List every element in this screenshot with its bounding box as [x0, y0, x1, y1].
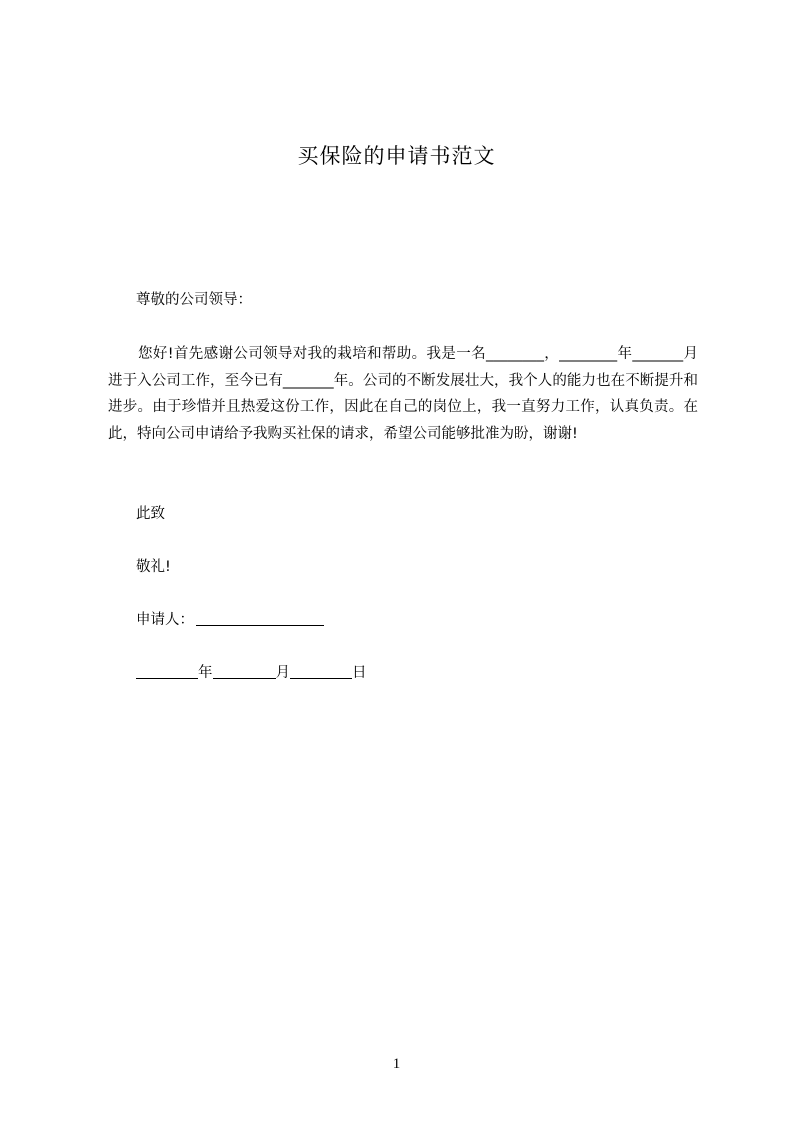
applicant-line	[136, 610, 324, 630]
month-blank	[213, 664, 276, 679]
closing-line-2: 敬礼!	[136, 559, 171, 575]
day-blank	[290, 664, 352, 679]
closing-line-1: 此致	[136, 506, 165, 522]
applicant-label: 申请人：	[136, 612, 194, 628]
salutation: 尊敬的公司领导：	[136, 292, 252, 308]
page-number: 1	[392, 1056, 401, 1072]
day-label: 日	[352, 665, 367, 681]
body-paragraph: 您好!首先感谢公司领导对我的栽培和帮助。我是一名________，________年_______月进于入公司工作，至今已有_______年。公司的不断发展壮大，我个人的能力也在不断提升和进步。由于珍惜并且热爱这份工作，因此在自己的岗位上，我一直努力工作，认真负责。在此，特向公司申请给予我购买社保的请求，希望公司能够批准为盼，谢谢!	[108, 346, 698, 442]
date-line	[136, 663, 367, 683]
year-label: 年	[198, 665, 213, 681]
signature-blank	[196, 611, 324, 626]
year-blank	[136, 664, 198, 679]
document-title: 买保险的申请书范文	[297, 144, 496, 168]
month-label: 月	[275, 665, 290, 681]
